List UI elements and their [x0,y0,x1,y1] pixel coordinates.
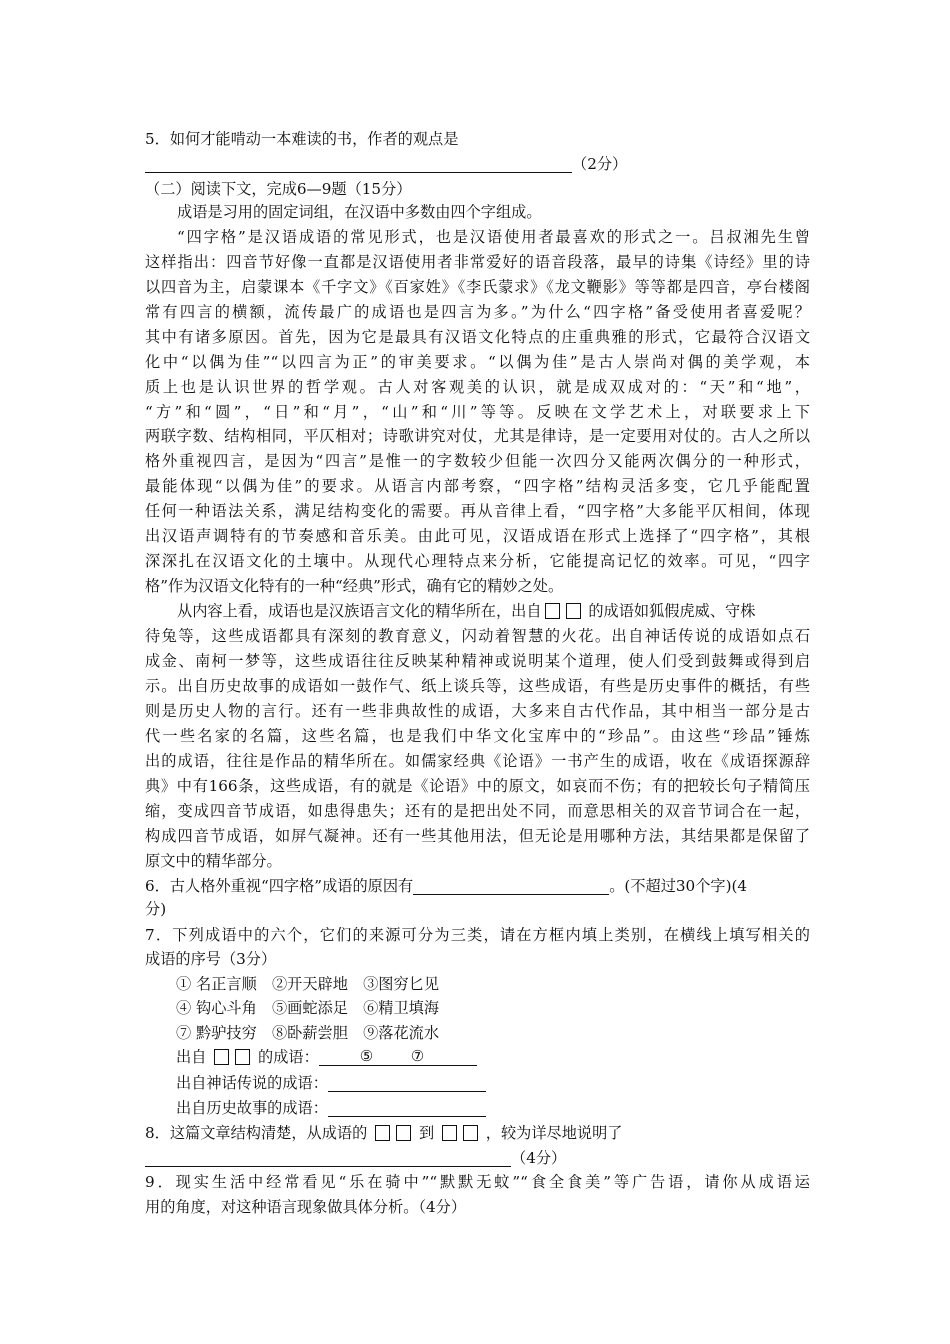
answer-blank[interactable] [413,877,609,895]
passage-line: 质上也是认识世界的哲学观。古人对客观美的认识，就是成双成对的：“天”和“地”， [145,377,810,396]
passage-line: 常有四言的横额，流传最广的成语也是四言为多。”为什么“四字格”备受使用者喜爱呢？ [145,302,810,321]
category-2: 出自神话传说的成语： [176,1071,841,1095]
passage-line: 格外重视四言，是因为“四言”是惟一的字数较少但能一次四分又能两次偶分的一种形式， [145,452,810,471]
section-title: （二）阅读下文，完成6—9题（15分） [145,180,412,198]
passage-line: 则是历史人物的言行。还有一些非典故性的成语，大多来自古代作品，其中相当一部分是古 [145,702,810,720]
question-9: 9．现实生活中经常看见“乐在骑中”“默默无蚊”“食全食美”等广告语，请你从成语运 [145,1173,810,1191]
question-7-cont: 成语的序号（3分） [145,950,277,968]
passage-paragraph-3-last-line: 原文中的精华部分。 [145,852,282,870]
fill-box[interactable] [442,1125,457,1141]
passage-line: 待兔等，这些成语都具有深刻的教育意义，闪动着智慧的火花。出自神话传说的成语如点石 [145,627,810,645]
passage-line: 缩，变成四音节成语，如患得患失；还有的是把出处不同，而意思相关的双音节词合在一起， [145,802,810,820]
passage-paragraph-3-first-line: 从内容上看，成语也是汉族语言文化的精华所在，出自 的成语如狐假虎威、守株 [177,602,756,620]
answer-blank[interactable] [145,1149,511,1167]
fill-box[interactable] [214,1049,229,1065]
passage-line: 典》中有166条，这些成语，有的就是《论语》中的原文，如哀而不伤；有的把较长句子精简压 [145,777,810,795]
idiom-row: ⑦ 黔驴技穷 ⑧卧薪尝胆 ⑨落花流水 [176,1024,440,1042]
answer-blank[interactable] [145,155,572,173]
fill-box[interactable] [235,1049,250,1065]
idiom-row: ① 名正言顺 ②开天辟地 ③图穷匕见 [176,975,440,993]
question-9-cont: 用的角度，对这种语言现象做具体分析。（4分） [145,1198,467,1216]
passage-line: 其中有诸多原因。首先，因为它是最具有汉语文化特点的庄重典雅的形式，它最符合汉语文 [145,327,810,346]
passage-line: 成金、南柯一梦等，这些成语往往反映某种精神或说明某个道理，使人们受到鼓舞或得到启 [145,652,810,670]
passage-line: “四字格”是汉语成语的常见形式，也是汉语使用者最喜欢的形式之一。吕叔湘先生曾 [177,228,810,246]
question-6: 6．古人格外重视“四字格”成语的原因有 。(不超过30个字)(4 [145,877,748,895]
fill-box[interactable] [566,603,581,619]
passage-line: 格”作为汉语文化特有的一种“经典”形式，确有它的精妙之处。 [145,577,564,596]
category-3: 出自历史故事的成语： [176,1096,841,1120]
fill-box[interactable] [463,1125,478,1141]
passage-line: 化中“以偶为佳”“以四言为正”的审美要求。“以偶为佳”是古人崇尚对偶的美学观，本 [145,352,810,371]
answer-blank[interactable]: ⑤ ⑦ [319,1046,477,1066]
passage-paragraph-1: 成语是习用的固定词组，在汉语中多数由四个字组成。 [177,203,542,221]
question-5: 5．如何才能啃动一本难读的书，作者的观点是 [145,130,459,148]
category-1: 出自 的成语： ⑤ ⑦ [176,1045,841,1069]
question-5-answer-line: （2分） [145,152,810,176]
passage-line: 深深扎在汉语文化的土壤中。从现代心理特点来分析，它能提高记忆的效率。可见，“四字 [145,552,810,571]
passage-line: 两联字数、结构相同，平仄相对；诗歌讲究对仗，尤其是律诗，是一定要用对仗的。古人之所以 [145,427,810,446]
passage-line: 出的成语，往往是作品的精华所在。如儒家经典《论语》一书产生的成语，收在《成语探源辞 [145,752,810,770]
idiom-row: ④ 钩心斗角 ⑤画蛇添足 ⑥精卫填海 [176,999,440,1017]
passage-line: 任何一种语法关系，满足结构变化的需要。再从音律上看，“四字格”大多能平仄相间，体现 [145,502,810,521]
passage-line: 示。出自历史故事的成语如一鼓作气、纸上谈兵等，这些成语，有些是历史事件的概括，有些 [145,677,810,695]
question-6-cont: 分) [145,900,167,918]
question-8: 8．这篇文章结构清楚，从成语的 到 ，较为详尽地说明了 [145,1124,623,1142]
passage-line: 这样指出：四音节好像一直都是汉语使用者非常爱好的语音段落，最早的诗集《诗经》里的诗 [145,252,810,271]
passage-line: “方”和“圆”，“日”和“月”，“山”和“川”等等。反映在文学艺术上，对联要求上下 [145,402,810,421]
passage-line: 出汉语声调特有的节奏感和音乐美。由此可见，汉语成语在形式上选择了“四字格”，其根 [145,527,810,546]
fill-box[interactable] [545,603,560,619]
fill-box[interactable] [375,1125,390,1141]
question-7: 7．下列成语中的六个，它们的来源可分为三类，请在方框内填上类别，在横线上填写相关的 [145,926,810,944]
fill-box[interactable] [396,1125,411,1141]
answer-blank[interactable] [328,1099,486,1117]
passage-line: 以四音为主，启蒙课本《千字文》《百家姓》《李氏蒙求》《龙文鞭影》等等都是四音，亭台楼阁 [145,277,810,296]
answer-blank[interactable] [328,1074,486,1092]
passage-line: 代一些名家的名篇，这些名篇，也是我们中华文化宝库中的“珍品”。由这些“珍品”锤炼 [145,727,810,745]
passage-line: 构成四音节成语，如屏气凝神。还有一些其他用法，但无论是用哪种方法，其结果都是保留了 [145,827,810,845]
passage-line: 最能体现“以偶为佳”的要求。从语言内部考察，“四字格”结构灵活多变，它几乎能配置 [145,477,810,496]
question-8-answer-line: （4分） [145,1146,810,1170]
